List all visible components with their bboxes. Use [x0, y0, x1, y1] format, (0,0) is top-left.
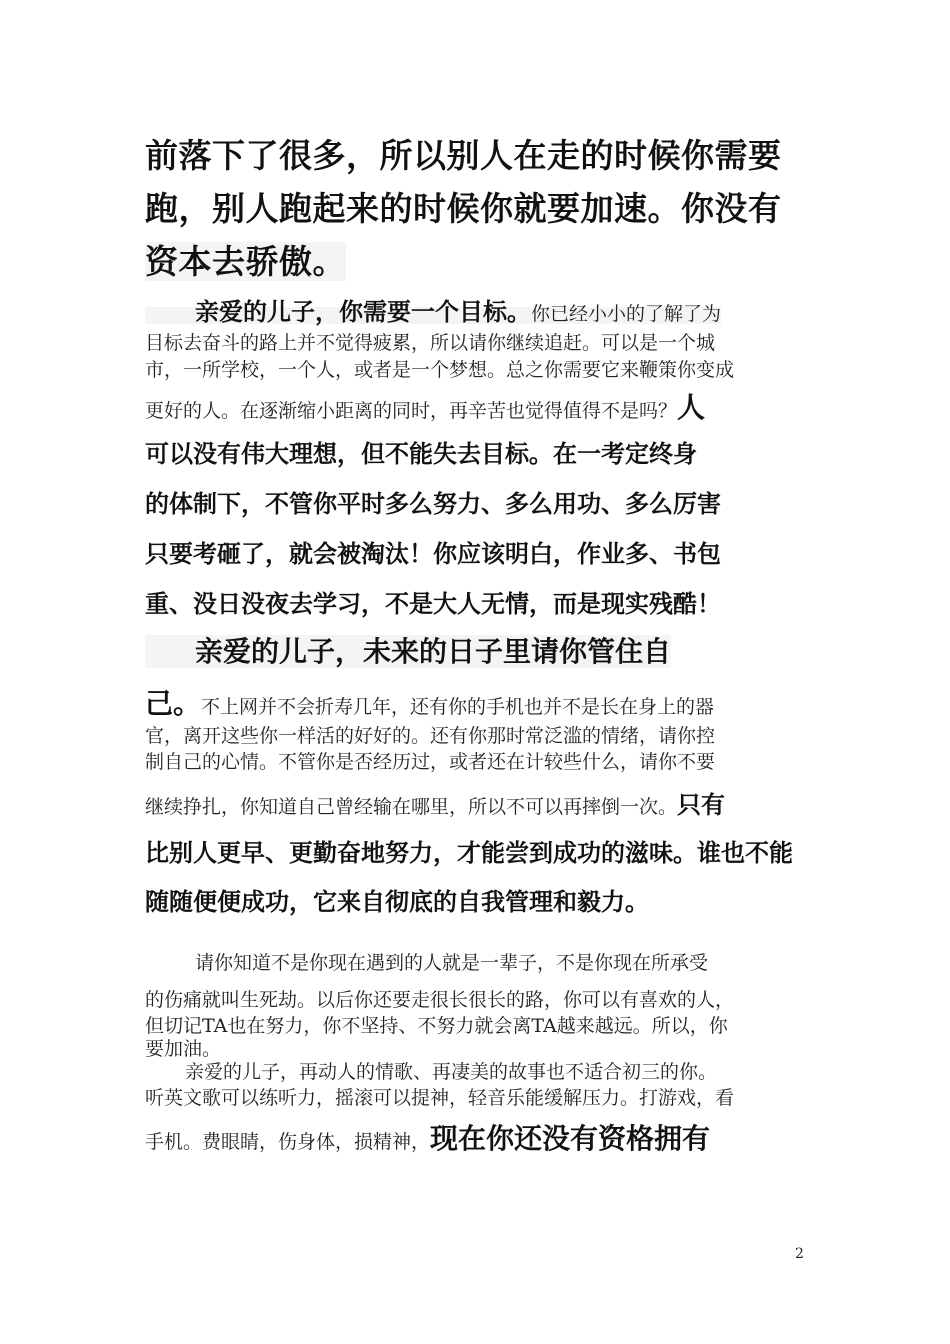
- p3-line-2-bold: 己。: [145, 687, 202, 720]
- p3-line-2-rest: 不上网并不会折寿几年，还有你的手机也并不是长在身上的器: [201, 696, 715, 718]
- p3-line-7: 随随便便成功，它来自彻底的自我管理和毅力。: [145, 888, 649, 916]
- p3-line-5-rest: 继续挣扎，你知道自己曾经输在哪里，所以不可以再摔倒一次。: [145, 796, 678, 818]
- p2-line-4-bold: 人: [677, 391, 706, 424]
- p5-line-3-rest: 手机。费眼睛，伤身体，损精神，: [145, 1131, 431, 1153]
- p5-line-1: 亲爱的儿子，再动人的情歌、再凄美的故事也不适合初三的你。: [185, 1061, 718, 1083]
- p4-line-1: 请你知道不是你现在遇到的人就是一辈子，不是你现在所承受: [195, 952, 709, 974]
- p4-line-3: 但切记TA也在努力，你不坚持、不努力就会离TA越来越远。所以，你: [145, 1015, 728, 1037]
- p3-heading: 亲爱的儿子，未来的日子里请你管住自: [145, 635, 671, 668]
- p3-line-5-bold: 只有: [677, 791, 726, 819]
- p1-line-3: [145, 236, 810, 283]
- p3-line-3: 官，离开这些你一样活的好好的。还有你那时常泛滥的情绪，请你控: [145, 725, 716, 747]
- p1-line-2: 跑，别人跑起来的时候你就要加速。你没有: [145, 189, 782, 228]
- p2-line-3: 市，一所学校，一个人，或者是一个梦想。总之你需要它来鞭策你变成: [145, 359, 735, 381]
- p2-line-5: 可以没有伟大理想，但不能失去目标。在一考定终身: [145, 440, 697, 468]
- page-number: 2: [795, 1246, 804, 1262]
- p2-line-8: 重、没日没夜去学习，不是大人无情，而是现实残酷！: [145, 590, 721, 618]
- p3-line-6: 比别人更早、更勤奋地努力，才能尝到成功的滋味。谁也不能: [145, 839, 793, 867]
- p1-line-1: 前落下了很多，所以别人在走的时候你需要: [145, 136, 782, 175]
- p2-heading: 亲爱的儿子，你需要一个目标。: [195, 298, 531, 326]
- p5-line-2: 听英文歌可以练听力，摇滚可以提神，轻音乐能缓解压力。打游戏，看: [145, 1087, 735, 1109]
- p3-line-5: [145, 785, 810, 820]
- p2-line-4: [145, 386, 810, 426]
- p1-line-3-text: 资本去骄傲。: [145, 242, 346, 281]
- p3-line-2: [145, 682, 810, 722]
- p2-line-2: 目标去奋斗的路上并不觉得疲累，所以请你继续追赶。可以是一个城: [145, 332, 716, 354]
- p4-line-2: 的伤痛就叫生死劫。以后你还要走很长很长的路，你可以有喜欢的人，: [145, 989, 735, 1011]
- p4-line-4: 要加油。: [145, 1038, 222, 1060]
- p5-line-3: [145, 1117, 810, 1157]
- p2-line-1-rest: 你已经小小的了解了为: [531, 303, 722, 325]
- p2-line-6: 的体制下，不管你平时多么努力、多么用功、多么厉害: [145, 490, 721, 518]
- p2-line-4-rest: 更好的人。在逐渐缩小距离的同时，再辛苦也觉得值得不是吗？: [145, 400, 678, 422]
- p3-line-1: [145, 630, 810, 670]
- p2-line-7: 只要考砸了，就会被淘汰！你应该明白，作业多、书包: [145, 540, 721, 568]
- p2-line-1: [145, 292, 810, 327]
- p3-line-4: 制自己的心情。不管你是否经历过，或者还在计较些什么，请你不要: [145, 751, 716, 773]
- p5-line-3-bold: 现在你还没有资格拥有: [430, 1122, 711, 1155]
